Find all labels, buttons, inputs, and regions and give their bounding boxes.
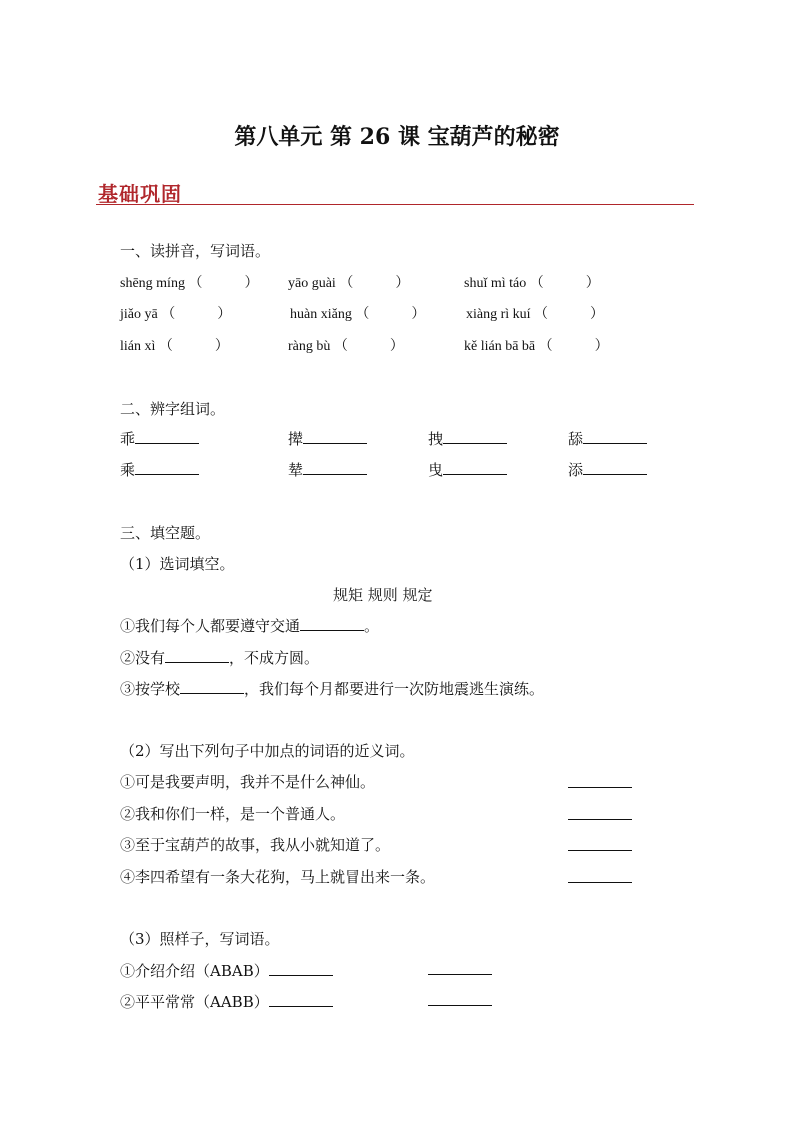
sentence-text: ，不成方圆。 — [229, 649, 320, 667]
pinyin-item: ràng bù （ ） — [288, 339, 404, 354]
q3-part1-label: （1）选词填空。 — [120, 555, 235, 573]
answer-blank[interactable] — [135, 460, 199, 475]
char-blank-item — [428, 459, 507, 480]
char: 撵 — [288, 430, 304, 448]
answer-blank[interactable] — [583, 460, 647, 475]
char-blank-item — [120, 428, 199, 449]
sentence-text: ②没有 — [120, 649, 166, 667]
answer-blank[interactable] — [428, 974, 492, 975]
word-options: 规矩 规则 规定 — [333, 586, 433, 604]
sentence-text: ③按学校 — [120, 680, 181, 698]
pinyin-item: huàn xiǎng （ ） — [290, 307, 426, 322]
pinyin-item: lián xì （ ） — [120, 339, 229, 354]
pattern-row — [120, 960, 333, 981]
answer-blank[interactable] — [180, 679, 244, 694]
synonym-sentence: ①可是我要声明，我并不是什么神仙。 — [120, 773, 376, 791]
char-blank-item — [428, 428, 507, 449]
answer-blank[interactable] — [568, 819, 632, 820]
pattern-row — [120, 991, 333, 1012]
pinyin-item: kě lián bā bā （ ） — [464, 339, 609, 354]
section-title: 基础巩固 — [98, 182, 182, 206]
answer-blank[interactable] — [568, 882, 632, 883]
char: 拽 — [428, 430, 444, 448]
answer-blank[interactable] — [269, 992, 333, 1007]
pinyin-item: shēng míng （ ） — [120, 276, 259, 291]
answer-blank[interactable] — [300, 616, 364, 631]
pinyin-item: jiǎo yā （ ） — [120, 307, 232, 322]
answer-blank[interactable] — [443, 429, 507, 444]
fill-sentence — [120, 678, 544, 699]
answer-blank[interactable] — [568, 787, 632, 788]
char: 添 — [568, 461, 584, 479]
answer-blank[interactable] — [568, 850, 632, 851]
char-blank-item — [288, 428, 367, 449]
synonym-sentence: ②我和你们一样，是一个普通人。 — [120, 805, 346, 823]
char: 辇 — [288, 461, 304, 479]
answer-blank[interactable] — [303, 460, 367, 475]
char-blank-item — [568, 459, 647, 480]
synonym-sentence: ③至于宝葫芦的故事，我从小就知道了。 — [120, 836, 391, 854]
synonym-sentence: ④李四希望有一条大花狗，马上就冒出来一条。 — [120, 868, 436, 886]
char-blank-item — [568, 428, 647, 449]
answer-blank[interactable] — [583, 429, 647, 444]
char-blank-item — [288, 459, 367, 480]
sentence-text: ①我们每个人都要遵守交通 — [120, 617, 301, 635]
pinyin-item: shuǐ mì táo （ ） — [464, 276, 600, 291]
answer-blank[interactable] — [303, 429, 367, 444]
fill-sentence — [120, 615, 379, 636]
q3-part3-label: （3）照样子，写词语。 — [120, 930, 280, 948]
pinyin-item: yāo guài （ ） — [288, 276, 410, 291]
pattern-example: ②平平常常（AABB） — [120, 993, 269, 1011]
sentence-text: 。 — [364, 617, 380, 635]
pattern-example: ①介绍介绍（ABAB） — [120, 962, 269, 980]
char: 乘 — [120, 461, 136, 479]
char: 曳 — [428, 461, 444, 479]
sentence-text: ，我们每个月都要进行一次防地震逃生演练。 — [244, 680, 545, 698]
q3-part2-label: （2）写出下列句子中加点的词语的近义词。 — [120, 742, 415, 760]
answer-blank[interactable] — [269, 961, 333, 976]
answer-blank[interactable] — [428, 1005, 492, 1006]
pinyin-item: xiàng rì kuí （ ） — [466, 307, 605, 322]
answer-blank[interactable] — [443, 460, 507, 475]
char: 舔 — [568, 430, 584, 448]
page-title: 第八单元 第 26 课 宝葫芦的秘密 — [234, 124, 560, 150]
q2-heading: 二、辨字组词。 — [120, 400, 226, 418]
q3-heading: 三、填空题。 — [120, 524, 211, 542]
char-blank-item — [120, 459, 199, 480]
char: 乖 — [120, 430, 136, 448]
fill-sentence — [120, 647, 319, 668]
answer-blank[interactable] — [135, 429, 199, 444]
section-divider — [96, 204, 694, 205]
answer-blank[interactable] — [165, 648, 229, 663]
q1-heading: 一、读拼音，写词语。 — [120, 242, 271, 260]
